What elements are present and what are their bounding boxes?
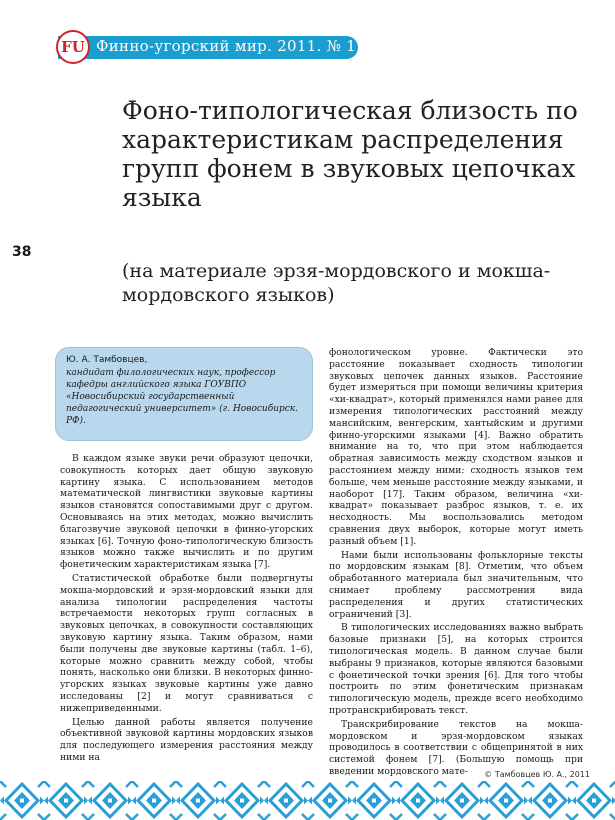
author-name: Ю. А. Тамбовцев, — [66, 355, 148, 365]
body-column-right — [329, 347, 583, 780]
body-paragraph: фонологическом уровне. Фактически это расстояние показывает сходность типологии звуковых цепочек данных языков. Расстояние будет измеряться при помощи величины критерия «хи-квадрат», который применялся нами ранее для измерения типологических расстояний между мансийским, венгерским, хантыйским и другими финно-угорскими языками [4]. Важно обратить внимание на то, что при этом наблюдается обратная зависимость между сходством языков и расстоянием между ними: сходность языков тем больше, чем меньше расстояние между языками, и наоборот [17]. Таким образом, величина «хи-квадрат» показывает разброс языков, т. е. их несходность. Мы воспользовались методом сравнения двух выборок, которые могут иметь разный объем [1]. — [329, 347, 583, 547]
body-paragraph: В типологических исследованиях важно выбрать базовые признаки [5], на которых строится типологическая модель. В данном случае были выбраны 9 признаков, которые являются базовыми с фонетической точки зрения [6]. Для того чтобы построить по этим фонетическим признакам типологическую модель, прежде всего необходимо протранскрибировать текст. — [329, 622, 583, 716]
copyright-notice: © Тамбовцев Ю. А., 2011 — [484, 770, 590, 779]
body-paragraph: Статистической обработке были подвергнуты мокша-мордовский и эрзя-мордовский языки для анализа типологии распределения частоты встречаемости некоторых групп согласных в звуковых цепочках, в совокупности составляющих звуковую картину языка. Таким образом, нами были получены две звуковые картины (табл. 1–6), которые можно сравнить между собой, чтобы понять, насколько они близки. В некоторых финно-угорских языках звуковые картины уже давно исследованы [2] и могут сравниваться с нижеприведенными. — [60, 572, 313, 714]
journal-title: Финно-угорский мир. 2011. № 1 — [96, 37, 357, 55]
body-column-left — [60, 453, 313, 766]
author-box — [55, 347, 313, 441]
body-paragraph: Целью данной работы является получение объективной звуковой картины мордовских языков для последующего измерения расстояния между ними на — [60, 716, 313, 763]
author-affiliation: кандидат филологических наук, профессор кафедры английского языка ГОУВПО «Новосибирский государственный педагогический университет» (г. Новосибирск. РФ). — [66, 368, 299, 426]
body-paragraph: Нами были использованы фольклорные тексты по мордовским языкам [8]. Отметим, что объем обработанного материала был значительным, что снимает проблему рассмотрения вида распределения и других статистических ограничений [3]. — [329, 549, 583, 620]
page-number: 38 — [12, 244, 32, 260]
article-subtitle: (на материале эрзя-мордовского и мокша-мордовского языков) — [122, 260, 551, 306]
journal-logo: FU — [56, 30, 90, 64]
article-title: Фоно-типологическая близость по характеристикам распределения групп фонем в звуковых цепочках языка — [122, 96, 578, 212]
body-paragraph: В каждом языке звуки речи образуют цепочки, совокупность которых дает общую звуковую картину языка. С использованием методов математической лингвистики звуковые картины языков становятся сопоставимыми друг с другом. Основываясь на этих методах, можно вычислить благозвучие звуковой цепочки в финно-угорских языках [6]. Точную фоно-типологическую близость языков можно также вычислить и по другим фонетическим характеристикам языка [7]. — [60, 453, 313, 571]
body-paragraph: Транскрибирование текстов на мокша-мордовском и эрзя-мордовском языках проводилось в соответствии с общепринятой в них системой фонем [7]. (Большую помощь при введении мордовского мате- — [329, 718, 583, 777]
ornament-border-icon — [0, 781, 615, 820]
